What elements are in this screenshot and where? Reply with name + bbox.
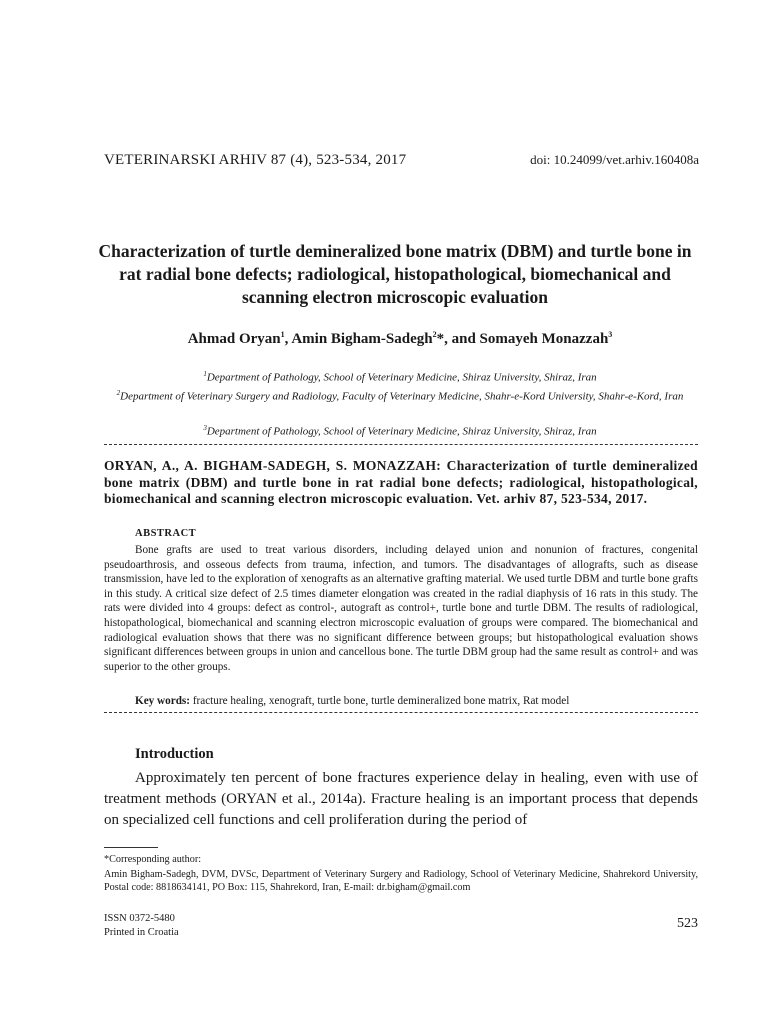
affiliation-marker: 3 <box>203 424 207 432</box>
affiliation-text: Department of Veterinary Surgery and Radiology, Faculty of Veterinary Medicine, Shahr-e-Kord University, Shahr-e-Kord, Iran <box>120 390 684 403</box>
author-list <box>0 330 770 348</box>
issn: ISSN 0372-5480 <box>104 913 175 924</box>
affiliation-marker: 2 <box>432 330 437 339</box>
introduction-text: Approximately ten percent of bone fractures experience delay in healing, even with use of treatment methods (ORYAN et al., 2014a). Fracture healing is an important process that depends on specialized cell functions and cell proliferation during the period of <box>104 770 698 828</box>
affiliation <box>104 386 696 405</box>
abstract-text: Bone grafts are used to treat various disorders, including delayed union and nonunion of fractures, congenital pseudoarthrosis, and osseous defects from trauma, infection, and tumors. The disadvantages of allografts, such as disease transmission, have led to the exploration of xenografts as an alternative grafting material. We used turtle DBM and turtle bone grafts in this study. A critical size defect of 2.5 times diameter elongation was created in the radial diaphysis of 16 rats in this study. The rats were divided into 4 groups: defect as control-, autograft as control+, turtle bone and turtle DBM. The results of radiological, histopathological, biomechanical and scanning electron microscopic evaluation of groups were compared. The biomechanical and radiological evaluation shows that there was no significant difference between groups; but histopathological evaluation shows significant differences between groups in union and cancellous bone. The turtle DBM group had the same result as control+ and was superior to the other groups. <box>104 544 698 673</box>
corresponding-mark: * <box>436 331 445 347</box>
footnote-divider <box>104 847 158 848</box>
affiliation-marker: 1 <box>280 330 285 339</box>
author-separator: , <box>284 331 292 347</box>
doi-link[interactable]: doi: 10.24099/vet.arhiv.160408a <box>530 152 699 167</box>
author-separator: , and <box>444 331 480 347</box>
footnote-label: *Corresponding author: <box>104 854 202 865</box>
affiliation <box>104 367 696 386</box>
keywords <box>135 695 569 707</box>
affiliation-marker: 1 <box>203 370 207 378</box>
divider <box>104 712 698 713</box>
affiliation-marker: 2 <box>116 389 121 397</box>
divider <box>104 444 698 445</box>
keywords-label: Key words: <box>135 695 190 707</box>
affiliation-text: Department of Pathology, School of Veterinary Medicine, Shiraz University, Shiraz, Iran <box>206 371 597 384</box>
author-name: Somayeh Monazzah <box>479 331 609 347</box>
affiliation <box>104 421 696 440</box>
keywords-list: fracture healing, xenograft, turtle bone, turtle demineralized bone matrix, Rat model <box>190 695 570 707</box>
citation-block: ORYAN, A., A. BIGHAM-SADEGH, S. MONAZZAH: Characterization of turtle demineralized bone matrix (DBM) and turtle bone in rat radial bone defects; radiological, histopathological, biomechanical and scanning electron microscopic evaluation. Vet. arhiv 87, 523-534, 2017. <box>104 458 698 506</box>
section-heading: Introduction <box>135 746 214 762</box>
page-number: 523 <box>677 916 698 931</box>
footnote-text: Amin Bigham-Sadegh, DVM, DVSc, Department of Veterinary Surgery and Radiology, School of Veterinary Medicine, Shahrekord University, Postal code: 8818634141, PO Box: 115, Shahrekord, Iran, E-mail: dr.bigham@gmail.com <box>104 869 698 893</box>
journal-header: VETERINARSKI ARHIV 87 (4), 523-534, 2017 <box>104 152 407 168</box>
footer-info <box>104 912 179 939</box>
affiliation-text: Department of Pathology, School of Veterinary Medicine, Shiraz University, Shiraz, Iran <box>206 425 597 438</box>
article-title: Characterization of turtle demineralized bone matrix (DBM) and turtle bone in rat radial bone defects; radiological, histopathological, biomechanical and scanning electron microscopic evaluation <box>98 241 692 307</box>
abstract-heading: ABSTRACT <box>135 528 197 539</box>
author-name: Amin Bigham-Sadegh <box>291 331 433 347</box>
author-name: Ahmad Oryan <box>187 331 281 347</box>
affiliation-marker: 3 <box>608 330 613 339</box>
printed-in: Printed in Croatia <box>104 926 179 938</box>
